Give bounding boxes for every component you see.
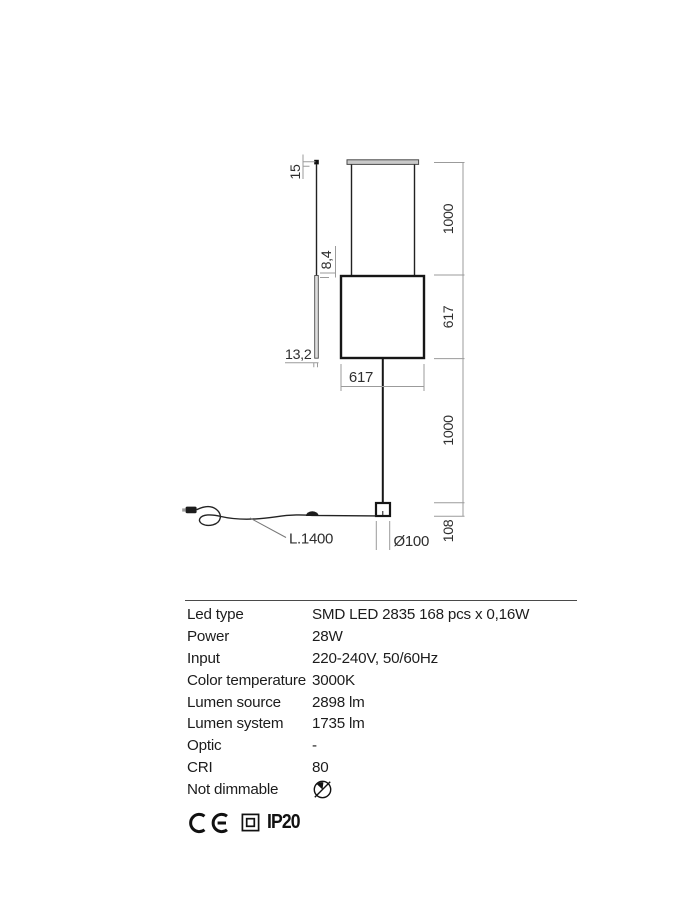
class-ii-insulation-icon [241, 813, 260, 832]
spec-label: Led type [187, 606, 244, 624]
dim-profile-width: 13,2 [285, 347, 312, 363]
inline-switch-icon [306, 511, 319, 516]
dim-base-height: 108 [441, 519, 457, 543]
spec-label: Lumen source [187, 693, 281, 711]
power-cable [197, 507, 376, 526]
profile-side-view [315, 276, 319, 359]
certification-row [186, 811, 304, 834]
dim-base-diameter: Ø100 [393, 533, 429, 550]
table-top-divider [185, 600, 577, 601]
dim-frame-width: 617 [348, 369, 374, 386]
spec-row-led-type [187, 604, 587, 626]
square-frame [341, 276, 424, 358]
power-plug-icon [186, 507, 197, 514]
spec-label: Lumen system [187, 715, 284, 733]
spec-value: - [312, 737, 317, 755]
spec-label: Color temperature [187, 671, 306, 689]
dim-frame-height: 617 [441, 305, 457, 329]
canopy-bar [347, 160, 419, 165]
spec-row-optic [187, 735, 587, 757]
spec-value [312, 779, 587, 800]
dim-lower-height: 1000 [441, 415, 457, 446]
spec-row-input [187, 648, 587, 670]
spec-value: 2898 lm [312, 693, 365, 711]
spec-value: SMD LED 2835 168 pcs x 0,16W [312, 606, 530, 624]
dim-15-bracket [303, 155, 316, 180]
spec-row-color-temperature [187, 669, 587, 691]
spec-label: Input [187, 649, 220, 667]
spec-value: 28W [312, 628, 343, 646]
dim-upper-height: 1000 [441, 203, 457, 235]
ce-mark-icon [186, 812, 234, 834]
spec-value: 1735 lm [312, 715, 365, 733]
spec-row-not-dimmable [187, 778, 587, 800]
cable-leader-line [250, 518, 286, 538]
ip-rating-label: IP20 [267, 811, 300, 833]
spec-label: Optic [187, 737, 222, 755]
spec-table [187, 604, 587, 800]
spec-value: 220-240V, 50/60Hz [312, 649, 439, 667]
spec-row-lumen-system [187, 713, 587, 735]
spec-label: Power [187, 628, 230, 646]
spec-label: CRI [187, 758, 213, 776]
spec-label: Not dimmable [187, 780, 279, 798]
dim-top-detail: 15 [288, 164, 304, 180]
spec-row-power [187, 626, 587, 648]
dim-cable-length: L.1400 [289, 530, 334, 548]
dim-profile-depth: 8,4 [319, 250, 335, 270]
plug-tip [182, 508, 185, 511]
spec-row-cri [187, 757, 587, 779]
dim-base-diameter-ext [376, 521, 389, 550]
no-dimmer-icon [312, 779, 333, 800]
dim-132-line [285, 363, 319, 368]
spec-value: 80 [312, 758, 329, 776]
spec-row-lumen-source [187, 691, 587, 713]
spec-value: 3000K [312, 671, 355, 689]
